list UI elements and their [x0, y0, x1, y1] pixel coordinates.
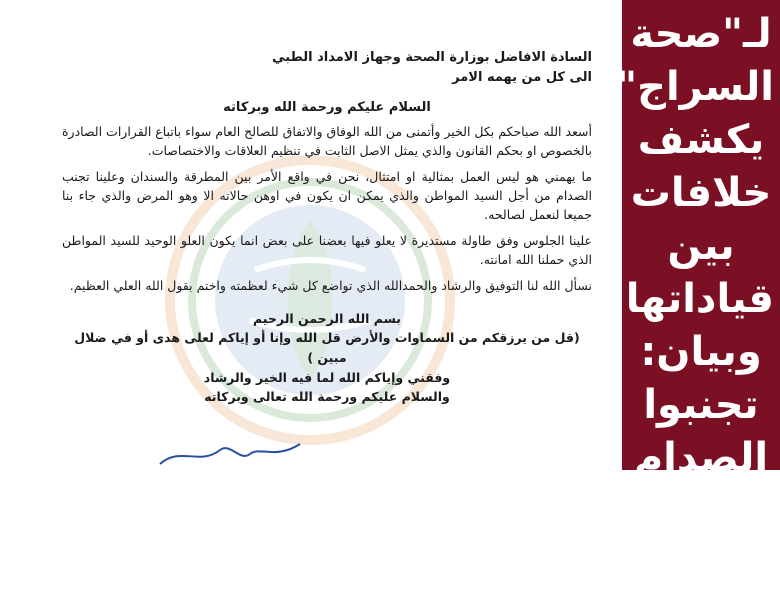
basmala: بسم الله الرحمن الرحيم: [253, 311, 401, 326]
headline-text: لـ"صحة السراج" يكشف خلافات بين قياداتها وبيان: تجنبوا الصدام من أجل: [616, 11, 774, 587]
addressee-line: السادة الافاضل بوزارة الصحة وجهاز الامداد الطبي: [272, 50, 592, 65]
handwritten-signature: [150, 436, 310, 470]
greeting: السلام عليكم ورحمة الله وبركاته: [223, 100, 431, 115]
paragraph-1: أسعد الله صباحكم بكل الخير وأتمنى من الله الوفاق والاتفاق للصالح العام سواء باتباع القرارات الصادرة بالخصوص او بحكم القانون والذي يمثل الاصل الثابت في تنظيم العلاقات والاختصاصات.: [62, 124, 592, 158]
paragraph-3: علينا الجلوس وفق طاولة مستديرة لا يعلو فيها بعضنا على بعض انما يكون العلو الوحيد للسيد المواطن الذي حملنا الله امانته.: [62, 233, 592, 267]
closing-line-2: والسلام عليكم ورحمة الله تعالى وبركاته: [204, 389, 450, 404]
closing-line-1: وفقني وإياكم الله لما فيه الخير والرشاد: [203, 370, 451, 385]
paragraph-4: نسأل الله لنا التوفيق والرشاد والحمدالله الذي تواضع كل شيء لعظمته واختم بقول الله العلي العظيم.: [69, 278, 592, 293]
to-whom-it-may-concern: الى كل من يهمه الامر: [452, 70, 592, 85]
quran-verse: (قل من يرزقكم من السماوات والأرض قل الله وإنا أو إياكم لعلى هدى أو في ضلال مبين ): [74, 330, 580, 365]
paragraph-2: ما يهمني هو ليس العمل بمثالية او امتثال، نحن في واقع الأمر بين المطرقة والسندان وعلينا تجنب الصدام من أجل السيد المواطن والذي يمكن ان يكون في اوهن حالاته الا وهو المرض والذي جاء بنا جميعا لنعمل لصالحه.: [62, 169, 592, 222]
headline-panel: [616, 0, 780, 587]
letter-body: [62, 48, 592, 406]
